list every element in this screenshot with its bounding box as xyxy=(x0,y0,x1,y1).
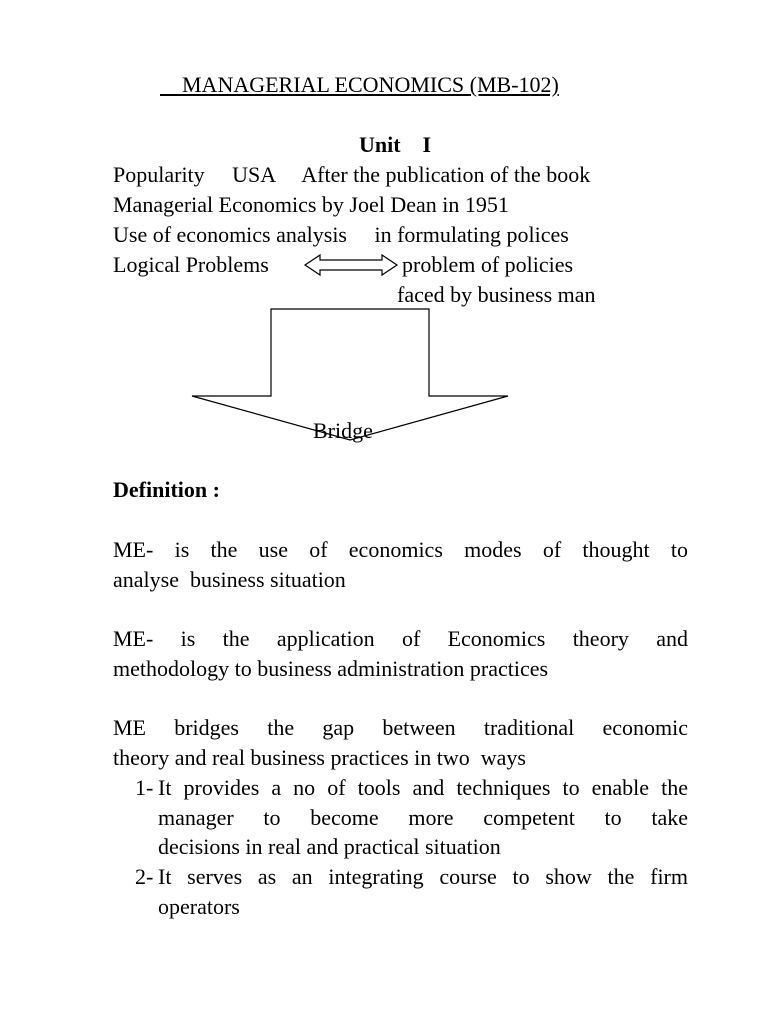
list-item-2-line-1: It serves as an integrating course to show the firm xyxy=(158,864,688,889)
definition-1-line-1: ME- is the use of economics modes of thought to xyxy=(113,537,688,562)
bridge-label: Bridge xyxy=(313,418,373,443)
definition-1-line-2: analyse business situation xyxy=(113,567,346,592)
list-item-1-line-2: manager to become more competent to take xyxy=(158,805,688,830)
intro-line-4-left: Logical Problems xyxy=(113,252,269,277)
intro-line-2: Managerial Economics by Joel Dean in 1951 xyxy=(113,192,509,217)
list-item-2-number: 2- xyxy=(135,864,154,889)
intro-line-1: Popularity USA After the publication of the book xyxy=(113,162,591,187)
page-title: MANAGERIAL ECONOMICS (MB-102) xyxy=(160,72,559,97)
definition-heading: Definition : xyxy=(113,477,220,502)
list-item-1-line-1: It provides a no of tools and techniques to enable the xyxy=(158,775,688,800)
list-item-2-line-2: operators xyxy=(158,894,240,919)
definition-3-line-2: theory and real business practices in two ways xyxy=(113,745,526,770)
unit-heading: Unit I xyxy=(359,132,432,157)
intro-line-5: faced by business man xyxy=(397,282,596,307)
definition-2-line-1: ME- is the application of Economics theory and xyxy=(113,626,688,651)
definition-2-line-2: methodology to business administration practices xyxy=(113,656,549,681)
list-item-1-line-3: decisions in real and practical situation xyxy=(158,834,501,859)
definition-3-line-1: ME bridges the gap between traditional economic xyxy=(113,715,688,740)
double-arrow-icon xyxy=(305,255,397,275)
intro-line-4-right: problem of policies xyxy=(402,252,574,277)
intro-line-3: Use of economics analysis in formulating polices xyxy=(113,222,569,247)
list-item-1-number: 1- xyxy=(135,775,154,800)
